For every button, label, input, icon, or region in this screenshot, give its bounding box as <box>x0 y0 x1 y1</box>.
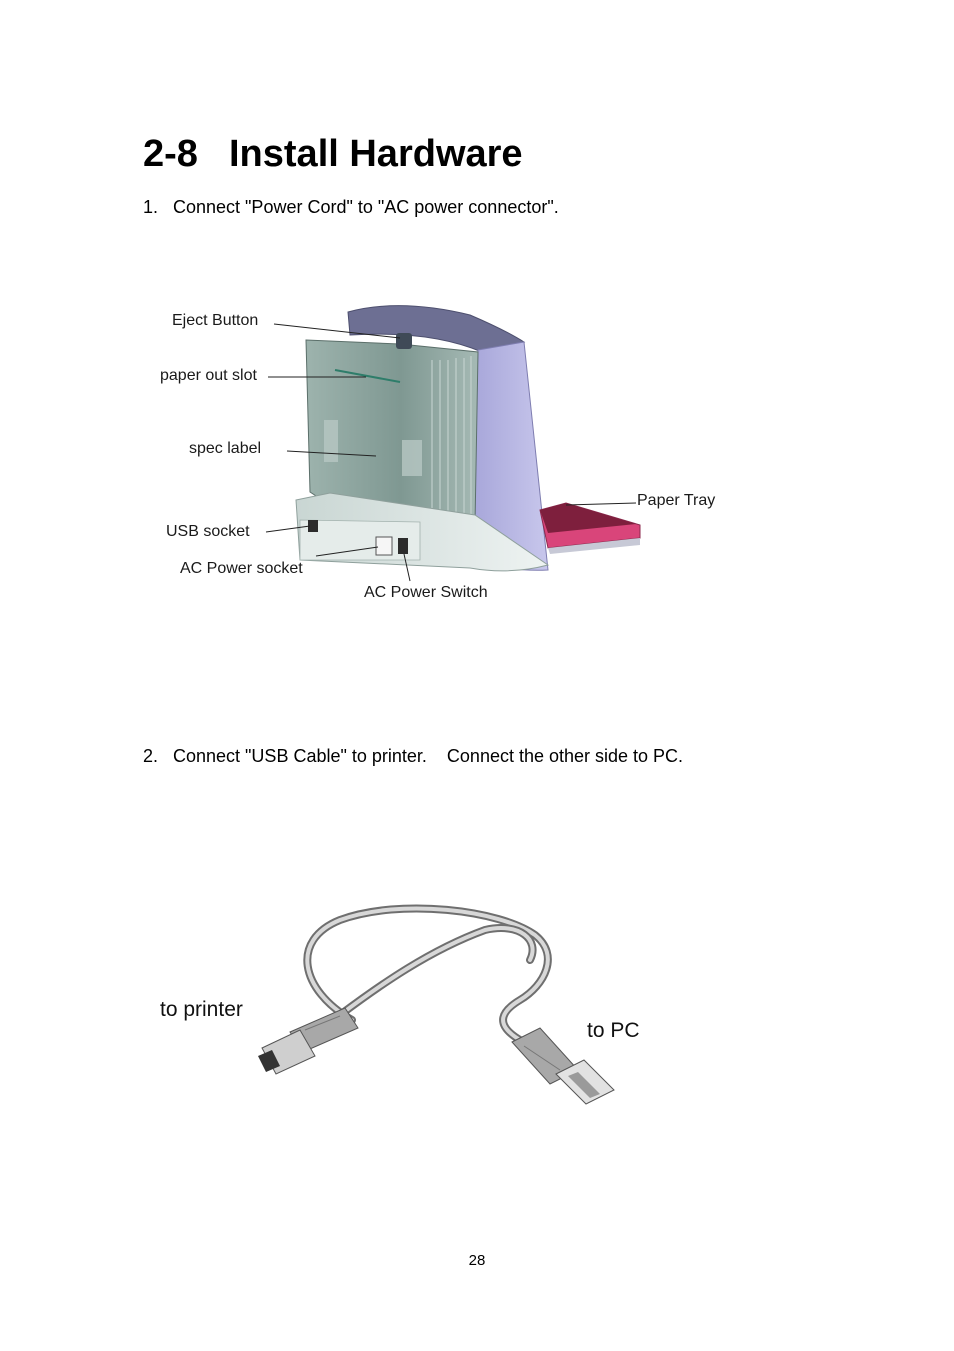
step-2-text-b: Connect the other side to PC. <box>446 746 684 766</box>
section-number: 2-8 <box>143 133 198 175</box>
section-title: Install Hardware <box>229 133 523 175</box>
label-to-printer: to printer <box>160 998 243 1021</box>
step-2-text-a: Connect "USB Cable" to printer. <box>173 746 427 766</box>
page-number: 28 <box>468 1252 486 1269</box>
label-ac-power-socket: AC Power socket <box>180 560 303 577</box>
label-ac-power-switch: AC Power Switch <box>364 584 488 601</box>
label-paper-out-slot: paper out slot <box>160 367 257 384</box>
usb-b-connector <box>258 1008 358 1074</box>
step-2-number: 2. <box>143 746 159 766</box>
label-eject-button: Eject Button <box>172 312 259 329</box>
label-spec-label: spec label <box>189 440 262 457</box>
step-1-text: Connect "Power Cord" to "AC power connector". <box>173 197 559 217</box>
label-to-pc: to PC <box>587 1019 640 1042</box>
step-1-number: 1. <box>143 197 159 217</box>
label-usb-socket: USB socket <box>166 523 250 540</box>
label-paper-tray: Paper Tray <box>637 492 716 509</box>
